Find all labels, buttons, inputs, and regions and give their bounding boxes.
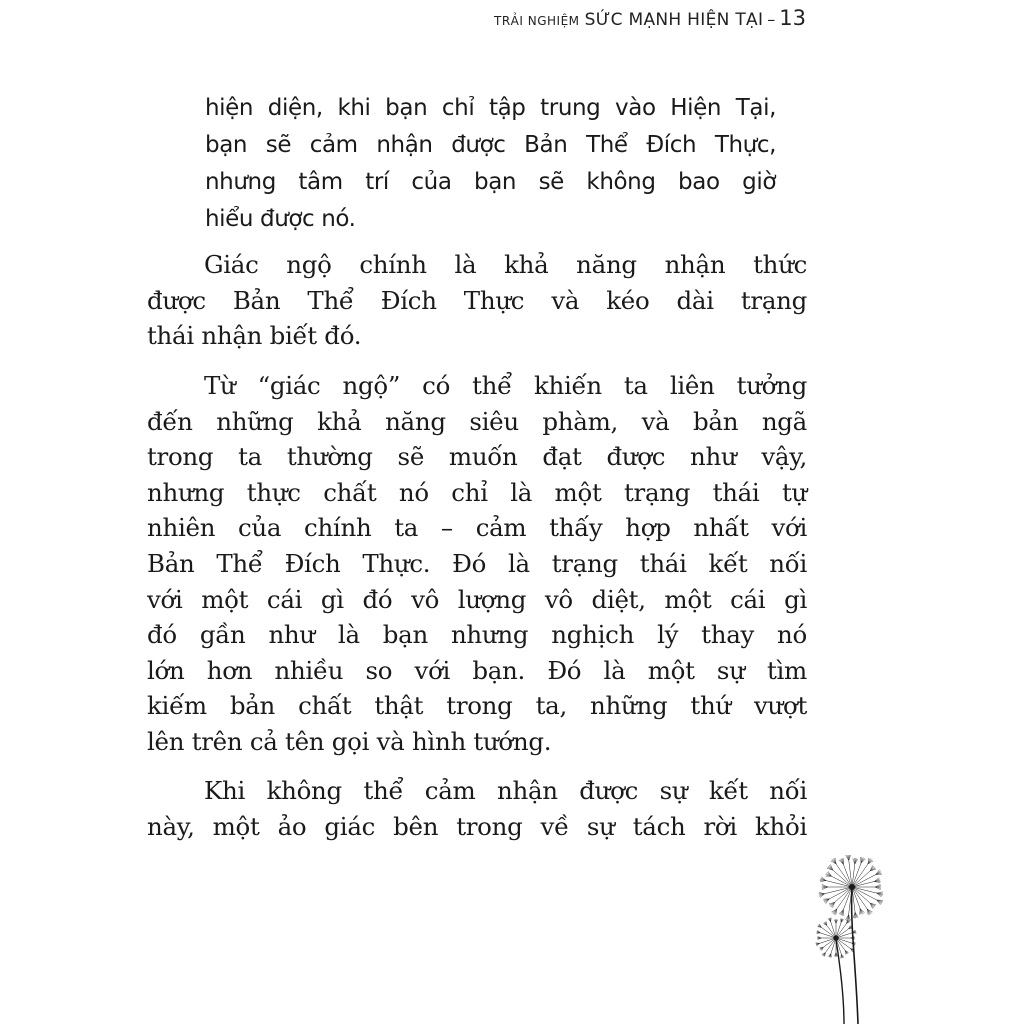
paragraph-line: với một cái gì đó vô lượng vô diệt, một cái gì [147,584,807,614]
quote-line: hiểu được nó. [205,206,356,232]
paragraph-line: được Bản Thể Đích Thực và kéo dài trạng [147,285,807,315]
paragraph-line: đó gần như là bạn nhưng nghịch lý thay nó [147,620,807,650]
paragraph-line: trong ta thường sẽ muốn đạt được như vậy, [147,442,807,472]
quote-line: hiện diện, khi bạn chỉ tập trung vào Hiện Tại, [205,95,776,121]
paragraph-enlightenment-nature [147,368,807,760]
paragraph-line: đến những khả năng siêu phàm, và bản ngã [147,406,807,436]
paragraph-line: Khi không thể cảm nhận được sự kết nối [204,776,807,805]
running-header [0,6,806,30]
indented-quote [205,90,776,238]
paragraph-line: này, một ảo giác bên trong về sự tách rời khỏi [147,811,807,841]
paragraph-connection [147,773,807,844]
header-book-prefix: TRẢI NGHIỆM [494,14,580,28]
paragraph-line: nhưng thực chất nó chỉ là một trạng thái tự [147,477,807,507]
paragraph-line: Bản Thể Đích Thực. Đó là trạng thái kết nối [147,548,807,578]
dandelion-illustration-icon [800,855,900,1024]
paragraph-line: Từ “giác ngộ” có thể khiến ta liên tưởng [204,371,807,400]
header-dash: – [767,10,776,29]
paragraph-line: nhiên của chính ta – cảm thấy hợp nhất với [147,513,807,543]
page-number: 13 [779,6,806,30]
paragraph-line: Giác ngộ chính là khả năng nhận thức [204,250,807,279]
paragraph-enlightenment-definition [147,247,807,354]
paragraph-line: lên trên cả tên gọi và hình tướng. [147,726,552,756]
header-book-title: SỨC MẠNH HIỆN TẠI [584,10,764,30]
paragraph-line: kiếm bản chất thật trong ta, những thứ vượt [147,691,807,721]
paragraph-line: lớn hơn nhiều so với bạn. Đó là một sự tìm [147,655,807,685]
paragraph-line: thái nhận biết đó. [147,321,362,351]
quote-line: nhưng tâm trí của bạn sẽ không bao giờ [205,169,776,195]
quote-line: bạn sẽ cảm nhận được Bản Thể Đích Thực, [205,132,776,158]
